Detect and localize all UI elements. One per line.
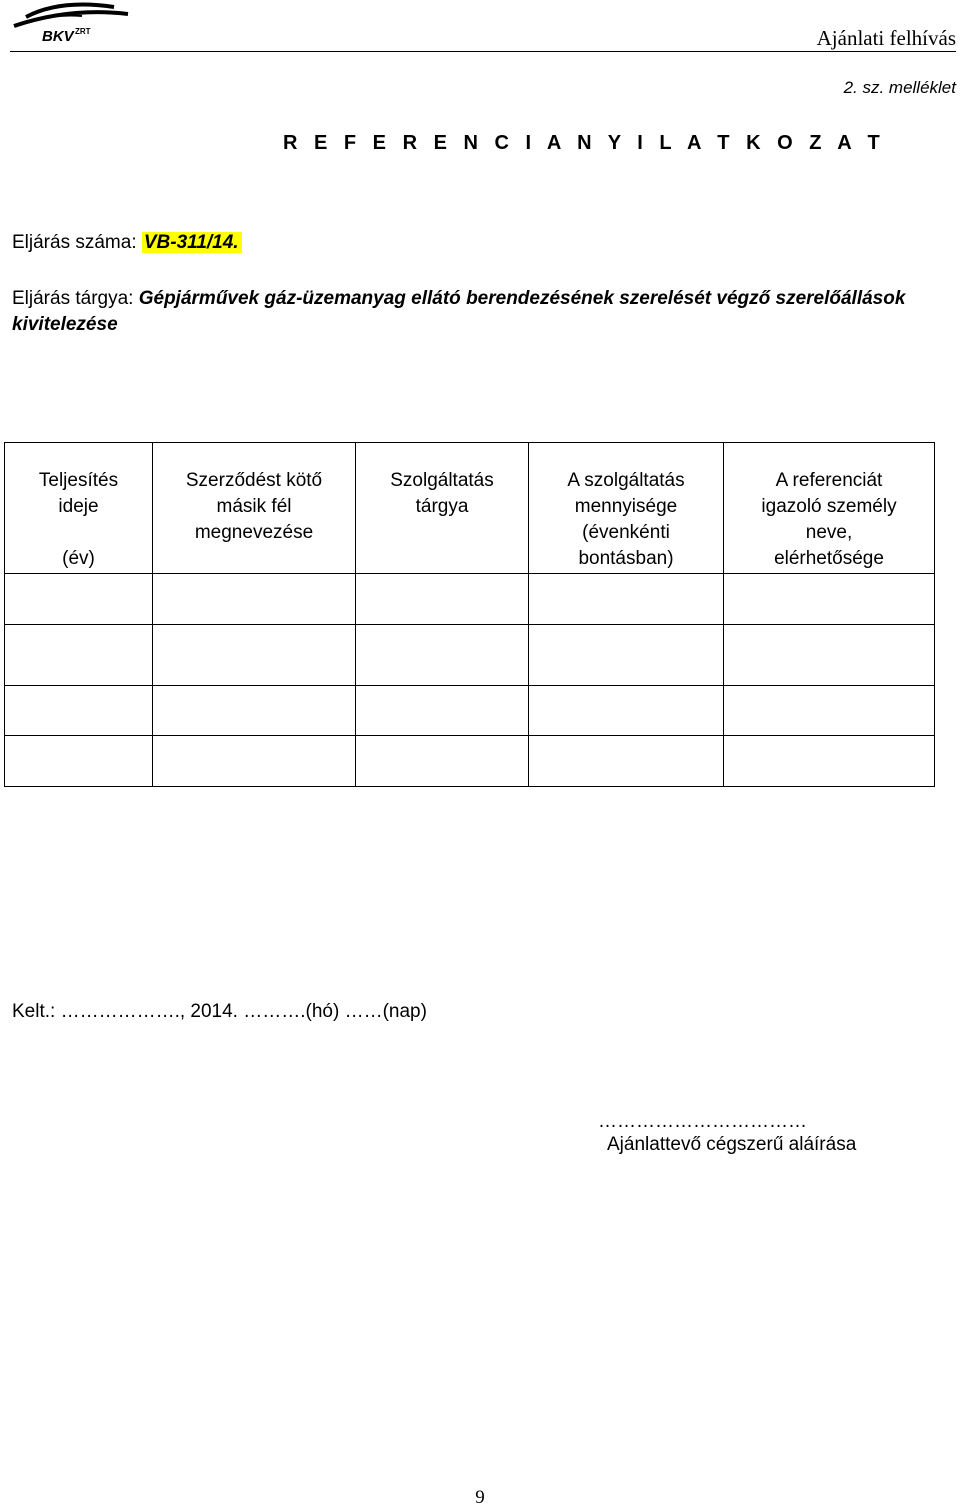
signature-label: Ajánlattevő cégszerű aláírása (607, 1134, 857, 1155)
table-row (5, 736, 935, 787)
column-header-reference-contact (724, 443, 935, 574)
header-line: bontásban) (578, 548, 674, 569)
annex-label: 2. sz. melléklet (843, 78, 956, 97)
column-header-service-quantity (529, 443, 724, 574)
procedure-subject-value: Gépjárművek gáz-üzemanyag ellátó berendezésének szerelését végző szerelőállások kivitelezése (12, 288, 906, 335)
table-row (5, 574, 935, 625)
header-line: tárgya (415, 496, 469, 517)
header-line: Szerződést kötő (185, 470, 323, 491)
header-spacer (5, 520, 152, 546)
header-line: Teljesítés (38, 470, 119, 491)
table-cell[interactable] (153, 574, 356, 625)
table-cell[interactable] (153, 736, 356, 787)
column-header-contracting-party (153, 443, 356, 574)
table-cell[interactable] (5, 686, 153, 736)
table-cell[interactable] (5, 625, 153, 686)
procedure-number-value: VB-311/14. (142, 232, 242, 253)
procedure-subject (12, 286, 958, 338)
header-divider (10, 51, 956, 52)
table-row (5, 686, 935, 736)
signature-line: …………………………… (598, 1111, 807, 1132)
document-title: R E F E R E N C I A N Y I L A T K O Z A T (283, 132, 886, 154)
procedure-number (12, 232, 242, 254)
table-cell[interactable] (5, 574, 153, 625)
header-line: neve, (805, 522, 853, 543)
table-cell[interactable] (356, 686, 529, 736)
header-line: ideje (58, 496, 99, 517)
table-cell[interactable] (529, 574, 724, 625)
table-cell[interactable] (5, 736, 153, 787)
table-cell[interactable] (356, 736, 529, 787)
header-line: A referenciát (775, 470, 883, 491)
reference-table (4, 442, 935, 787)
header-line: megnevezése (194, 522, 314, 543)
bkv-logo (12, 2, 130, 48)
header-line: igazoló személy (761, 496, 897, 517)
header-line: (év) (62, 548, 95, 569)
header-line: mennyisége (574, 496, 678, 517)
page-number: 9 (475, 1487, 485, 1508)
table-row (5, 625, 935, 686)
svg-text:ZRT: ZRT (75, 27, 91, 36)
header-line: A szolgáltatás (567, 470, 685, 491)
table-cell[interactable] (529, 686, 724, 736)
document-type: Ajánlati felhívás (816, 26, 956, 50)
table-header-row (5, 443, 935, 574)
table-cell[interactable] (724, 736, 935, 787)
header-line: (évenkénti (582, 522, 670, 543)
table-cell[interactable] (529, 736, 724, 787)
header-line: elérhetősége (774, 548, 884, 569)
table-cell[interactable] (356, 574, 529, 625)
table-cell[interactable] (153, 686, 356, 736)
header-line: Szolgáltatás (390, 470, 494, 491)
column-header-service-subject (356, 443, 529, 574)
table-cell[interactable] (529, 625, 724, 686)
date-line: Kelt.: ………………., 2014. ……….(hó) ……(nap) (12, 1001, 427, 1022)
table-cell[interactable] (724, 625, 935, 686)
procedure-subject-label: Eljárás tárgya: (12, 288, 139, 309)
table-cell[interactable] (724, 574, 935, 625)
svg-text:BKV: BKV (42, 28, 74, 45)
table-cell[interactable] (724, 686, 935, 736)
table-cell[interactable] (356, 625, 529, 686)
procedure-number-label: Eljárás száma: (12, 232, 142, 253)
table-cell[interactable] (153, 625, 356, 686)
header-line: másik fél (216, 496, 292, 517)
column-header-completion-date (5, 443, 153, 574)
